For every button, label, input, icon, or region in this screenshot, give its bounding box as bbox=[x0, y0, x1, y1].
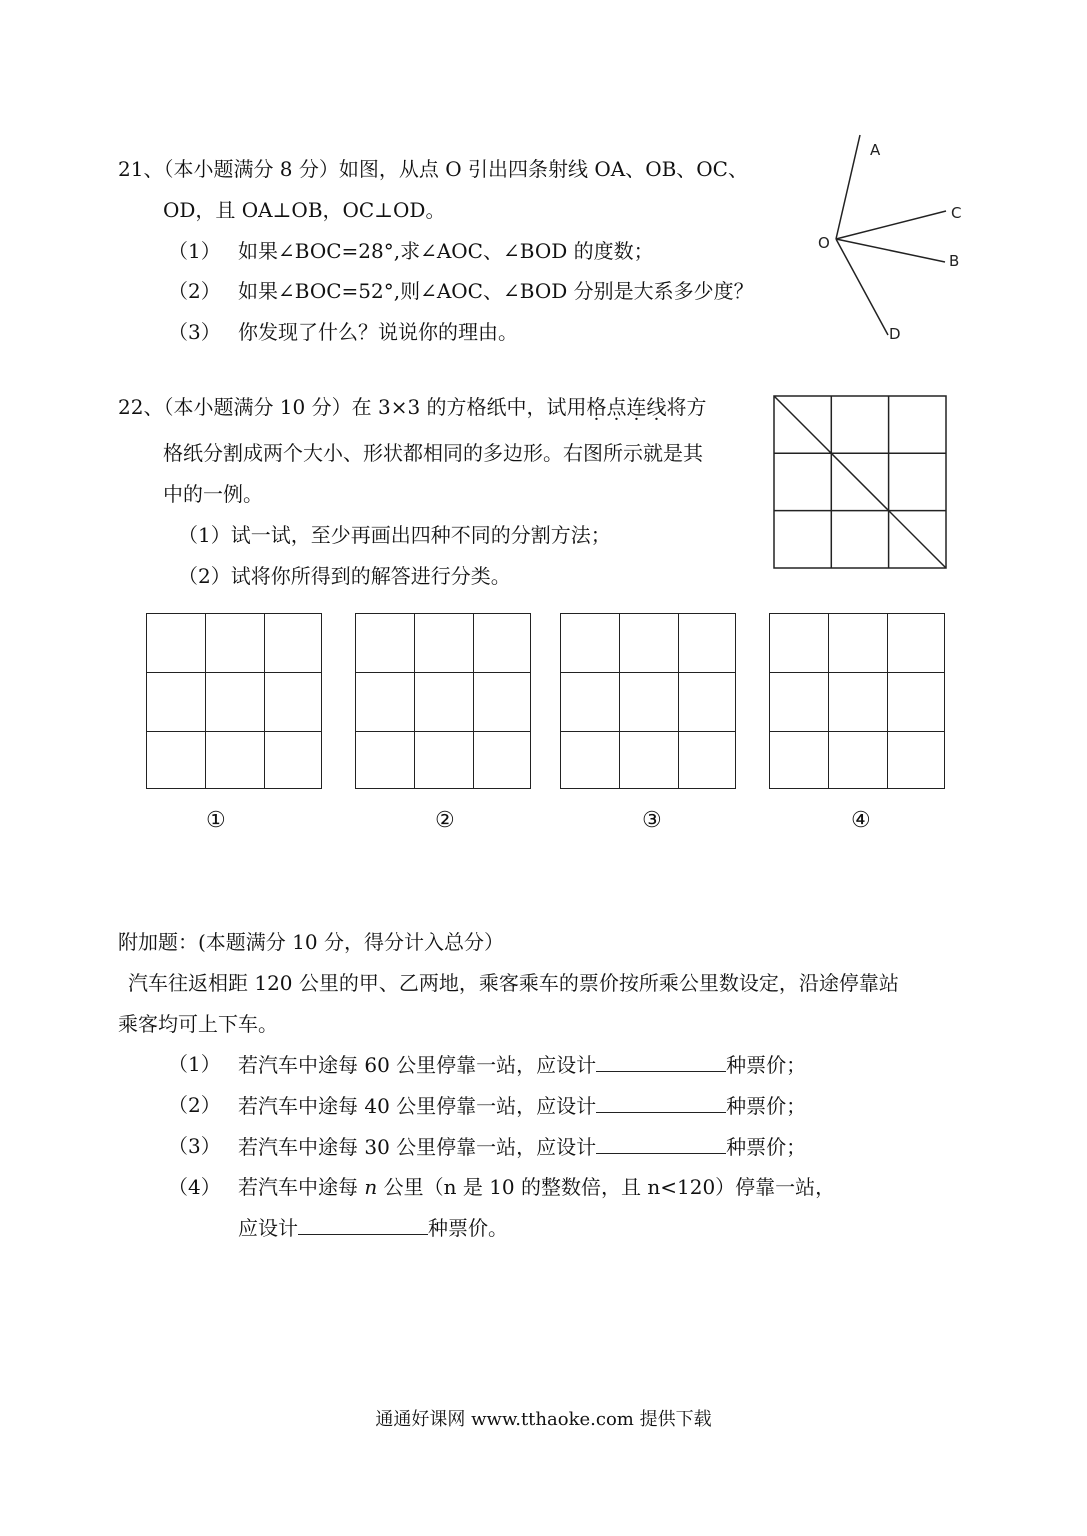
page-footer: 通通好课网 www.tthaoke.com 提供下载 bbox=[375, 1409, 712, 1430]
blank-grid-1[interactable] bbox=[146, 613, 322, 789]
bonus-item1-post: 种票价； bbox=[726, 1053, 807, 1077]
q21-item1-text: 如果∠BOC=28°,求∠AOC、∠BOD 的度数； bbox=[238, 239, 654, 263]
q21-item3-num: （3） bbox=[168, 320, 221, 344]
bonus-item3-pre: 若汽车中途每 30 公里停靠一站，应设计 bbox=[238, 1135, 597, 1159]
bonus-item4-line2-post: 种票价。 bbox=[428, 1216, 508, 1240]
grid-label-4: ④ bbox=[851, 808, 871, 833]
label-b: B bbox=[949, 252, 960, 270]
answer-blank[interactable] bbox=[596, 1133, 726, 1154]
q21-line2: OD，且 OA⊥OB，OC⊥OD。 bbox=[163, 198, 446, 222]
q22-item1: （1）试一试，至少再画出四种不同的分割方法； bbox=[178, 523, 611, 547]
bonus-para2: 乘客均可上下车。 bbox=[118, 1012, 278, 1036]
answer-blank[interactable] bbox=[298, 1214, 428, 1235]
blank-grid-2[interactable] bbox=[355, 613, 531, 789]
blank-grid-3[interactable] bbox=[560, 613, 736, 789]
bonus-item4-post: 公里（n 是 10 的整数倍，且 n<120）停靠一站， bbox=[383, 1175, 836, 1199]
rays-figure bbox=[800, 125, 980, 350]
q22-line3: 中的一例。 bbox=[163, 482, 263, 506]
bonus-item4-line1 bbox=[238, 1174, 835, 1200]
example-grid bbox=[773, 395, 949, 571]
bonus-para1: 汽车往返相距 120 公里的甲、乙两地，乘客乘车的票价按所乘公里数设定，沿途停靠站 bbox=[128, 971, 899, 995]
q21-item3-text: 你发现了什么？说说你的理由。 bbox=[238, 320, 518, 344]
bonus-item1 bbox=[238, 1051, 806, 1078]
bonus-item2-pre: 若汽车中途每 40 公里停靠一站，应设计 bbox=[238, 1094, 597, 1118]
dotted-char: 格 bbox=[586, 395, 607, 419]
grid-label-2: ② bbox=[435, 808, 455, 833]
dotted-char: 点 bbox=[606, 395, 627, 419]
bonus-item2-post: 种票价； bbox=[726, 1094, 807, 1118]
ray-od bbox=[836, 239, 888, 335]
bonus-item3-num: （3） bbox=[168, 1134, 221, 1158]
dotted-char: 连 bbox=[626, 395, 647, 419]
q21-line1: 21、（本小题满分 8 分）如图，从点 O 引出四条射线 OA、OB、OC、 bbox=[118, 157, 748, 181]
bonus-item3 bbox=[238, 1133, 806, 1160]
label-c: C bbox=[951, 204, 962, 222]
answer-blank[interactable] bbox=[596, 1092, 726, 1113]
label-o: O bbox=[818, 234, 830, 252]
bonus-item4-pre: 若汽车中途每 bbox=[238, 1175, 358, 1199]
bonus-item2-num: （2） bbox=[168, 1093, 221, 1117]
bonus-title: 附加题：(本题满分 10 分，得分计入总分） bbox=[118, 930, 504, 954]
bonus-item1-num: （1） bbox=[168, 1052, 221, 1076]
bonus-item4-num: （4） bbox=[168, 1175, 221, 1199]
q21-item2-text: 如果∠BOC=52°,则∠AOC、∠BOD 分别是大系多少度？ bbox=[238, 279, 754, 303]
q21-item2-num: （2） bbox=[168, 279, 221, 303]
bonus-item4-line2 bbox=[238, 1214, 508, 1241]
blank-grid-4[interactable] bbox=[769, 613, 945, 789]
q22-line2: 格纸分割成两个大小、形状都相同的多边形。右图所示就是其 bbox=[163, 441, 703, 465]
q22-line1-post: 将方 bbox=[666, 395, 707, 419]
bonus-item1-pre: 若汽车中途每 60 公里停靠一站，应设计 bbox=[238, 1053, 597, 1077]
ray-oc bbox=[836, 211, 946, 239]
q21-item1-num: （1） bbox=[168, 239, 221, 263]
label-a: A bbox=[870, 141, 881, 159]
q22-item2: （2）试将你所得到的解答进行分类。 bbox=[178, 564, 511, 588]
q22-line1 bbox=[118, 394, 707, 420]
dotted-char: 线 bbox=[646, 395, 667, 419]
bonus-item4-n: n bbox=[364, 1175, 378, 1199]
grid-label-3: ③ bbox=[642, 808, 662, 833]
q22-line1-pre: 22、（本小题满分 10 分）在 3×3 的方格纸中，试用 bbox=[118, 395, 587, 419]
grid-label-1: ① bbox=[206, 808, 226, 833]
example-diagonal bbox=[774, 396, 946, 568]
bonus-item4-line2-pre: 应设计 bbox=[238, 1216, 298, 1240]
bonus-item3-post: 种票价； bbox=[726, 1135, 807, 1159]
bonus-item2 bbox=[238, 1092, 806, 1119]
answer-blank[interactable] bbox=[596, 1051, 726, 1072]
ray-oa bbox=[836, 135, 860, 239]
ray-ob bbox=[836, 239, 945, 262]
label-d: D bbox=[889, 325, 901, 343]
